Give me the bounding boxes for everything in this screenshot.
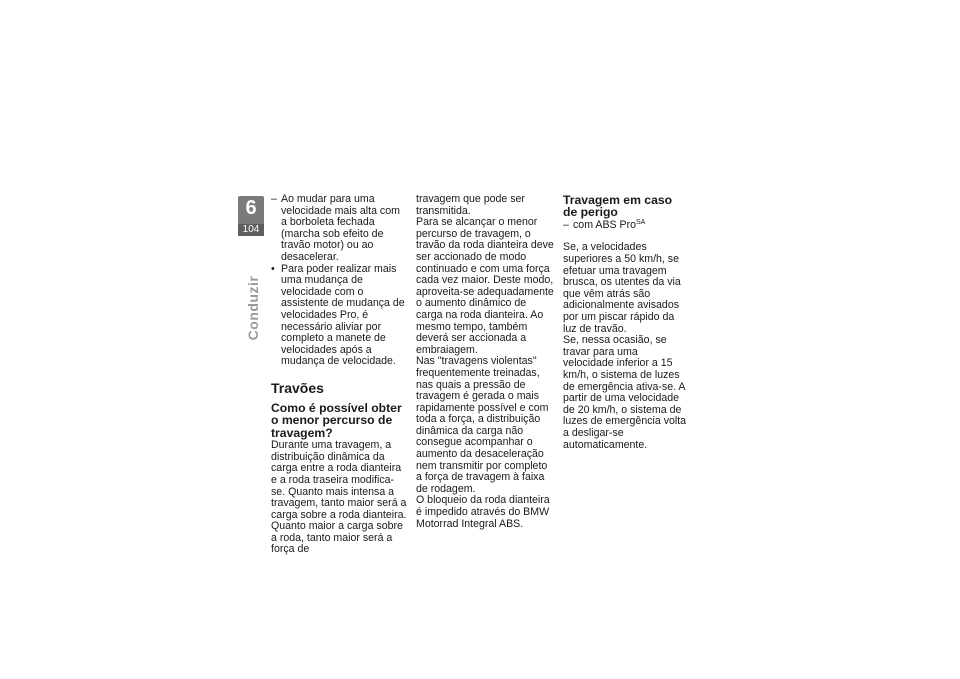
section-heading-emergency-braking: Travagem em caso de perigo — [563, 193, 673, 220]
bullet-item-text: Para poder realizar mais uma mudança de velocidade com o assistente de mudança de velocidades Pro, é necessário aliviar por completo a manete de velocidades após a mudança de velocidade. — [281, 262, 405, 368]
section-label: Conduzir — [245, 275, 261, 341]
option-line — [563, 220, 689, 232]
dash-marker: – — [271, 193, 277, 205]
bullet-marker: • — [271, 262, 275, 275]
section-heading-brakes: Travões — [271, 379, 324, 396]
dash-marker: – — [563, 218, 569, 231]
chapter-number: 6 — [245, 197, 257, 219]
paragraph: O bloqueio da roda dianteira é impedido através do BMW Motorrad Integral ABS. — [416, 494, 550, 530]
paragraph: travagem que pode ser transmitida. — [416, 193, 525, 217]
paragraph: Para se alcançar o menor percurso de travagem, o travão da roda dianteira deve ser accionado de modo continuado e com uma força cada vez maior. Deste modo, aproveita-se adequadamente o aumento dinâmico de carga na roda dianteira. Ao mesmo tempo, também deverá ser accionada a embraiagem. — [416, 216, 554, 356]
option-code: SA — [636, 218, 646, 226]
column-1 — [271, 194, 407, 556]
column-3 — [563, 194, 689, 451]
paragraph: Durante uma travagem, a distribuição dinâmica da carga entre a roda dianteira e a roda traseira modifica-se. Quanto mais intensa a travagem, tanto maior será a carga sobre a roda dianteira. Quanto maior a carga sobre a roda, tanto maior será a força de — [271, 439, 407, 556]
paragraph: Se, a velocidades superiores a 50 km/h, se efetuar uma travagem brusca, os utentes da via que vêm atrás são adicionalmente avisados por um piscar rápido da luz de travão. — [563, 241, 681, 335]
page-number: 104 — [238, 224, 264, 236]
paragraph: Se, nessa ocasião, se travar para uma velocidade inferior a 15 km/h, o sistema de luzes de emergência ativa-se. A partir de uma velocidade de 20 km/h, o sistema de luzes de emergência volta a desligar-se automaticamente. — [563, 334, 687, 451]
option-text: com ABS Pro — [573, 218, 636, 231]
paragraph: Nas "travagens violentas" frequentemente treinadas, nas quais a pressão de travagem é gerada o mais rapidamente possível e com toda a força, a distribuição dinâmica da carga não consegue acompanhar o aumento da desaceleração nem transmitir por completo a força de travagem à faixa de rodagem. — [416, 355, 549, 495]
column-2 — [416, 194, 554, 530]
dash-item-text: Ao mudar para uma velocidade mais alta com a borboleta fechada (marcha sob efeito de travão motor) ou ao desacelerar. — [281, 193, 400, 263]
bullet-list-item — [271, 264, 407, 368]
dash-list-item — [271, 194, 407, 264]
subheading-braking-distance: Como é possível obter o menor percurso de travagem? — [271, 400, 402, 440]
